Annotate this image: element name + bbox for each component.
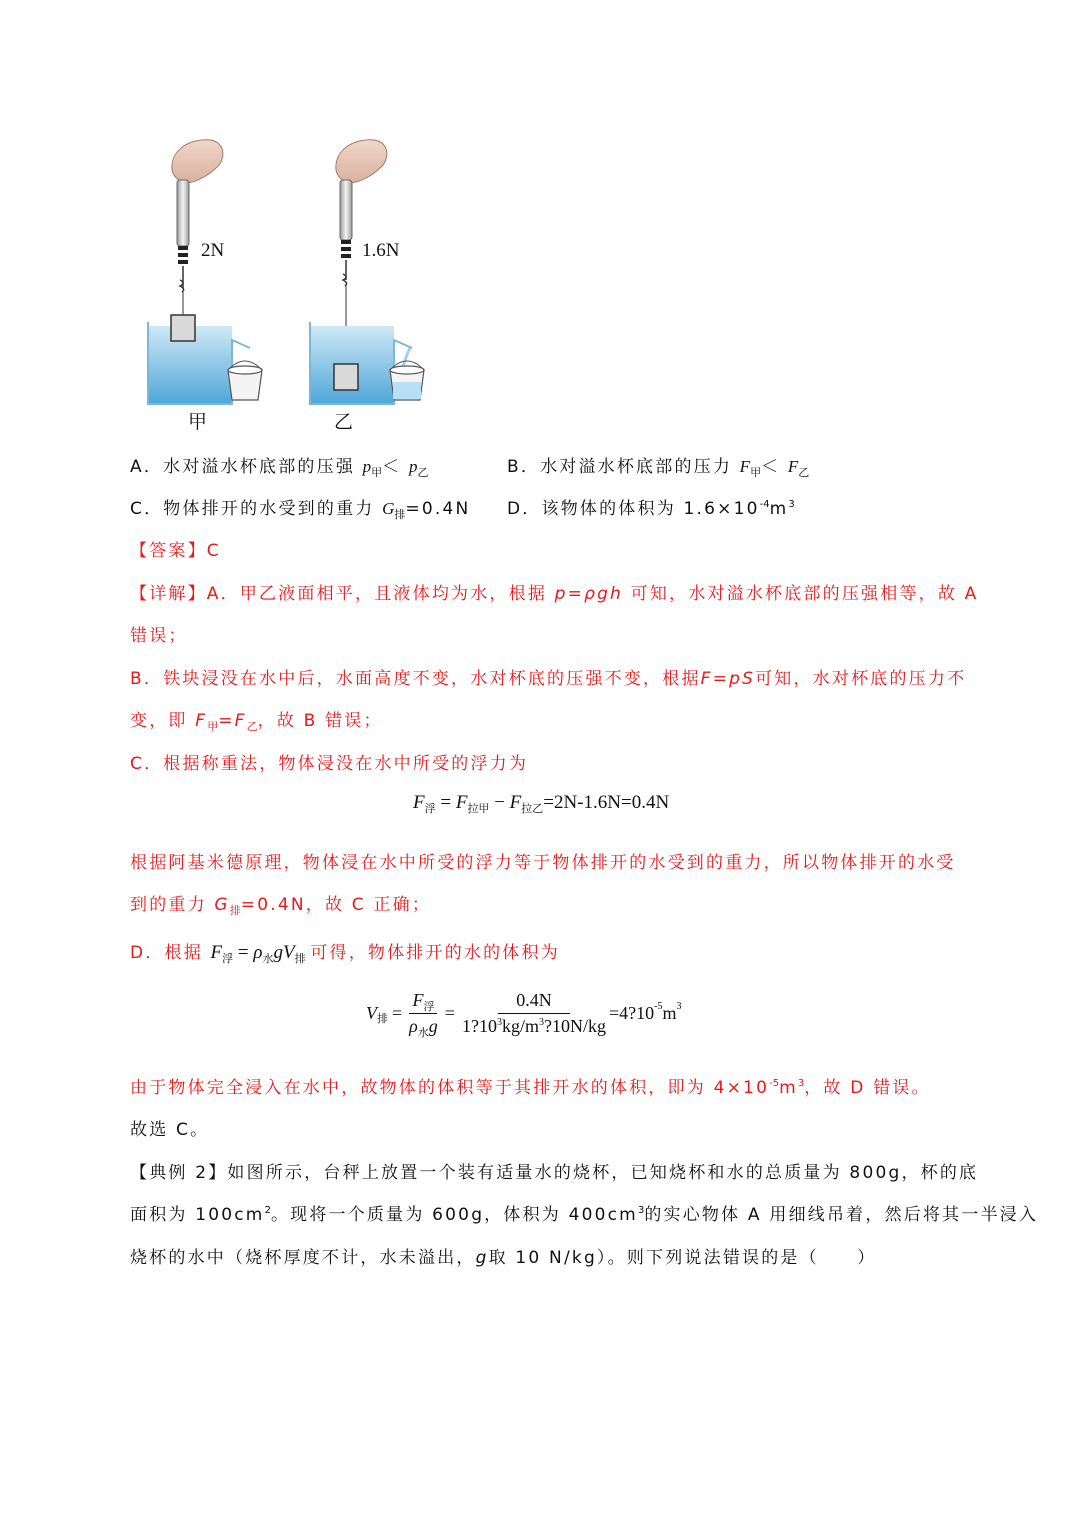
example2-line3: 烧杯的水中（烧杯厚度不计，水未溢出，g取 10 N/kg）。则下列说法错误的是（ ） — [130, 1248, 877, 1268]
right-spring-scale — [340, 180, 352, 240]
right-label-yi: 乙 — [334, 412, 354, 433]
detail-c-line2: 根据阿基米德原理，物体浸在水中所受的浮力等于物体排开的水受到的重力，所以物体排开的水受 — [130, 853, 956, 873]
detail-a-line2: 错误； — [130, 626, 188, 646]
detail-d-line2: 由于物体完全浸入在水中，故物体的体积等于其排开水的体积，即为 $4\times 10^{-5}m^3$，故 D 错误。 — [130, 1078, 931, 1098]
detail-b-line1: B．铁块浸没在水中后，水面高度不变，水对杯底的压强不变，根据F=pS可知，水对杯底的压力不 — [130, 669, 967, 689]
left-spring-scale — [177, 180, 189, 246]
final-answer: 故选 C。 — [130, 1120, 210, 1140]
fraction-numeric: $\frac{0.4N}{1?10^3kg/m^3?10N/kg}$ — [461, 990, 606, 1036]
option-d: D．该物体的体积为 $1.6\times 10^{-4}m^3$ — [507, 499, 795, 519]
example2-line2: 面积为 $100cm^2$。现将一个质量为 600g，体积为 $400cm^3$的实心物体 A 用细线吊着，然后将其一半浸入 — [130, 1205, 1039, 1225]
left-hand-icon — [172, 140, 223, 183]
equation-buoyancy: $F_浮 = F_{拉甲} - F_{拉乙}=2N-1.6N=0.4N$ — [413, 792, 670, 815]
right-hand-icon — [336, 140, 387, 183]
left-label-jia: 甲 — [188, 412, 208, 433]
right-scale-reading: 1.6N — [362, 240, 400, 261]
left-setup — [148, 140, 262, 404]
left-scale-reading: 2N — [201, 240, 225, 261]
buoyancy-experiment-figure — [140, 130, 460, 435]
detail-b-line2: 变，即 $F_甲=F_乙$，故 B 错误； — [130, 711, 383, 733]
detail-c-line3: 到的重力 $G_排=0.4N$，故 C 正确； — [130, 895, 432, 917]
detail-d-line1: D．根据 $F_浮 = \rho_水gV_排$ 可得，物体排开的水的体积为 — [130, 942, 560, 965]
option-c: C．物体排开的水受到的重力 $G_排=0.4N$ — [130, 499, 471, 521]
detail-c-line1: C．根据称重法，物体浸没在水中所受的浮力为 — [130, 754, 529, 774]
answer-label: 【答案】C — [130, 541, 221, 561]
equation-volume: V 排 = $\frac{F_浮}{\rho_水g}$ = $\frac{0.4N}{1?10^3kg/m^3?10N/kg}$ =4?10 -5 m 3 — [366, 990, 682, 1039]
option-b: B．水对溢水杯底部的压力 $F_甲< F_乙$ — [507, 457, 810, 479]
left-block — [171, 315, 195, 341]
right-setup — [310, 140, 424, 404]
detail-a-line1: 【详解】A．甲乙液面相平，且液体均为水，根据 p=ρgh 可知，水对溢水杯底部的压强相等，故 A — [130, 584, 979, 604]
option-a: A．水对溢水杯底部的压强 $p_甲< p_乙$ — [130, 457, 429, 479]
right-block — [334, 364, 358, 390]
fraction-buoyancy-over-rho-g: $\frac{F_浮}{\rho_水g}$ — [409, 990, 438, 1039]
example2-line1: 【典例 2】如图所示，台秤上放置一个装有适量水的烧杯，已知烧杯和水的总质量为 800g，杯的底 — [130, 1163, 979, 1183]
